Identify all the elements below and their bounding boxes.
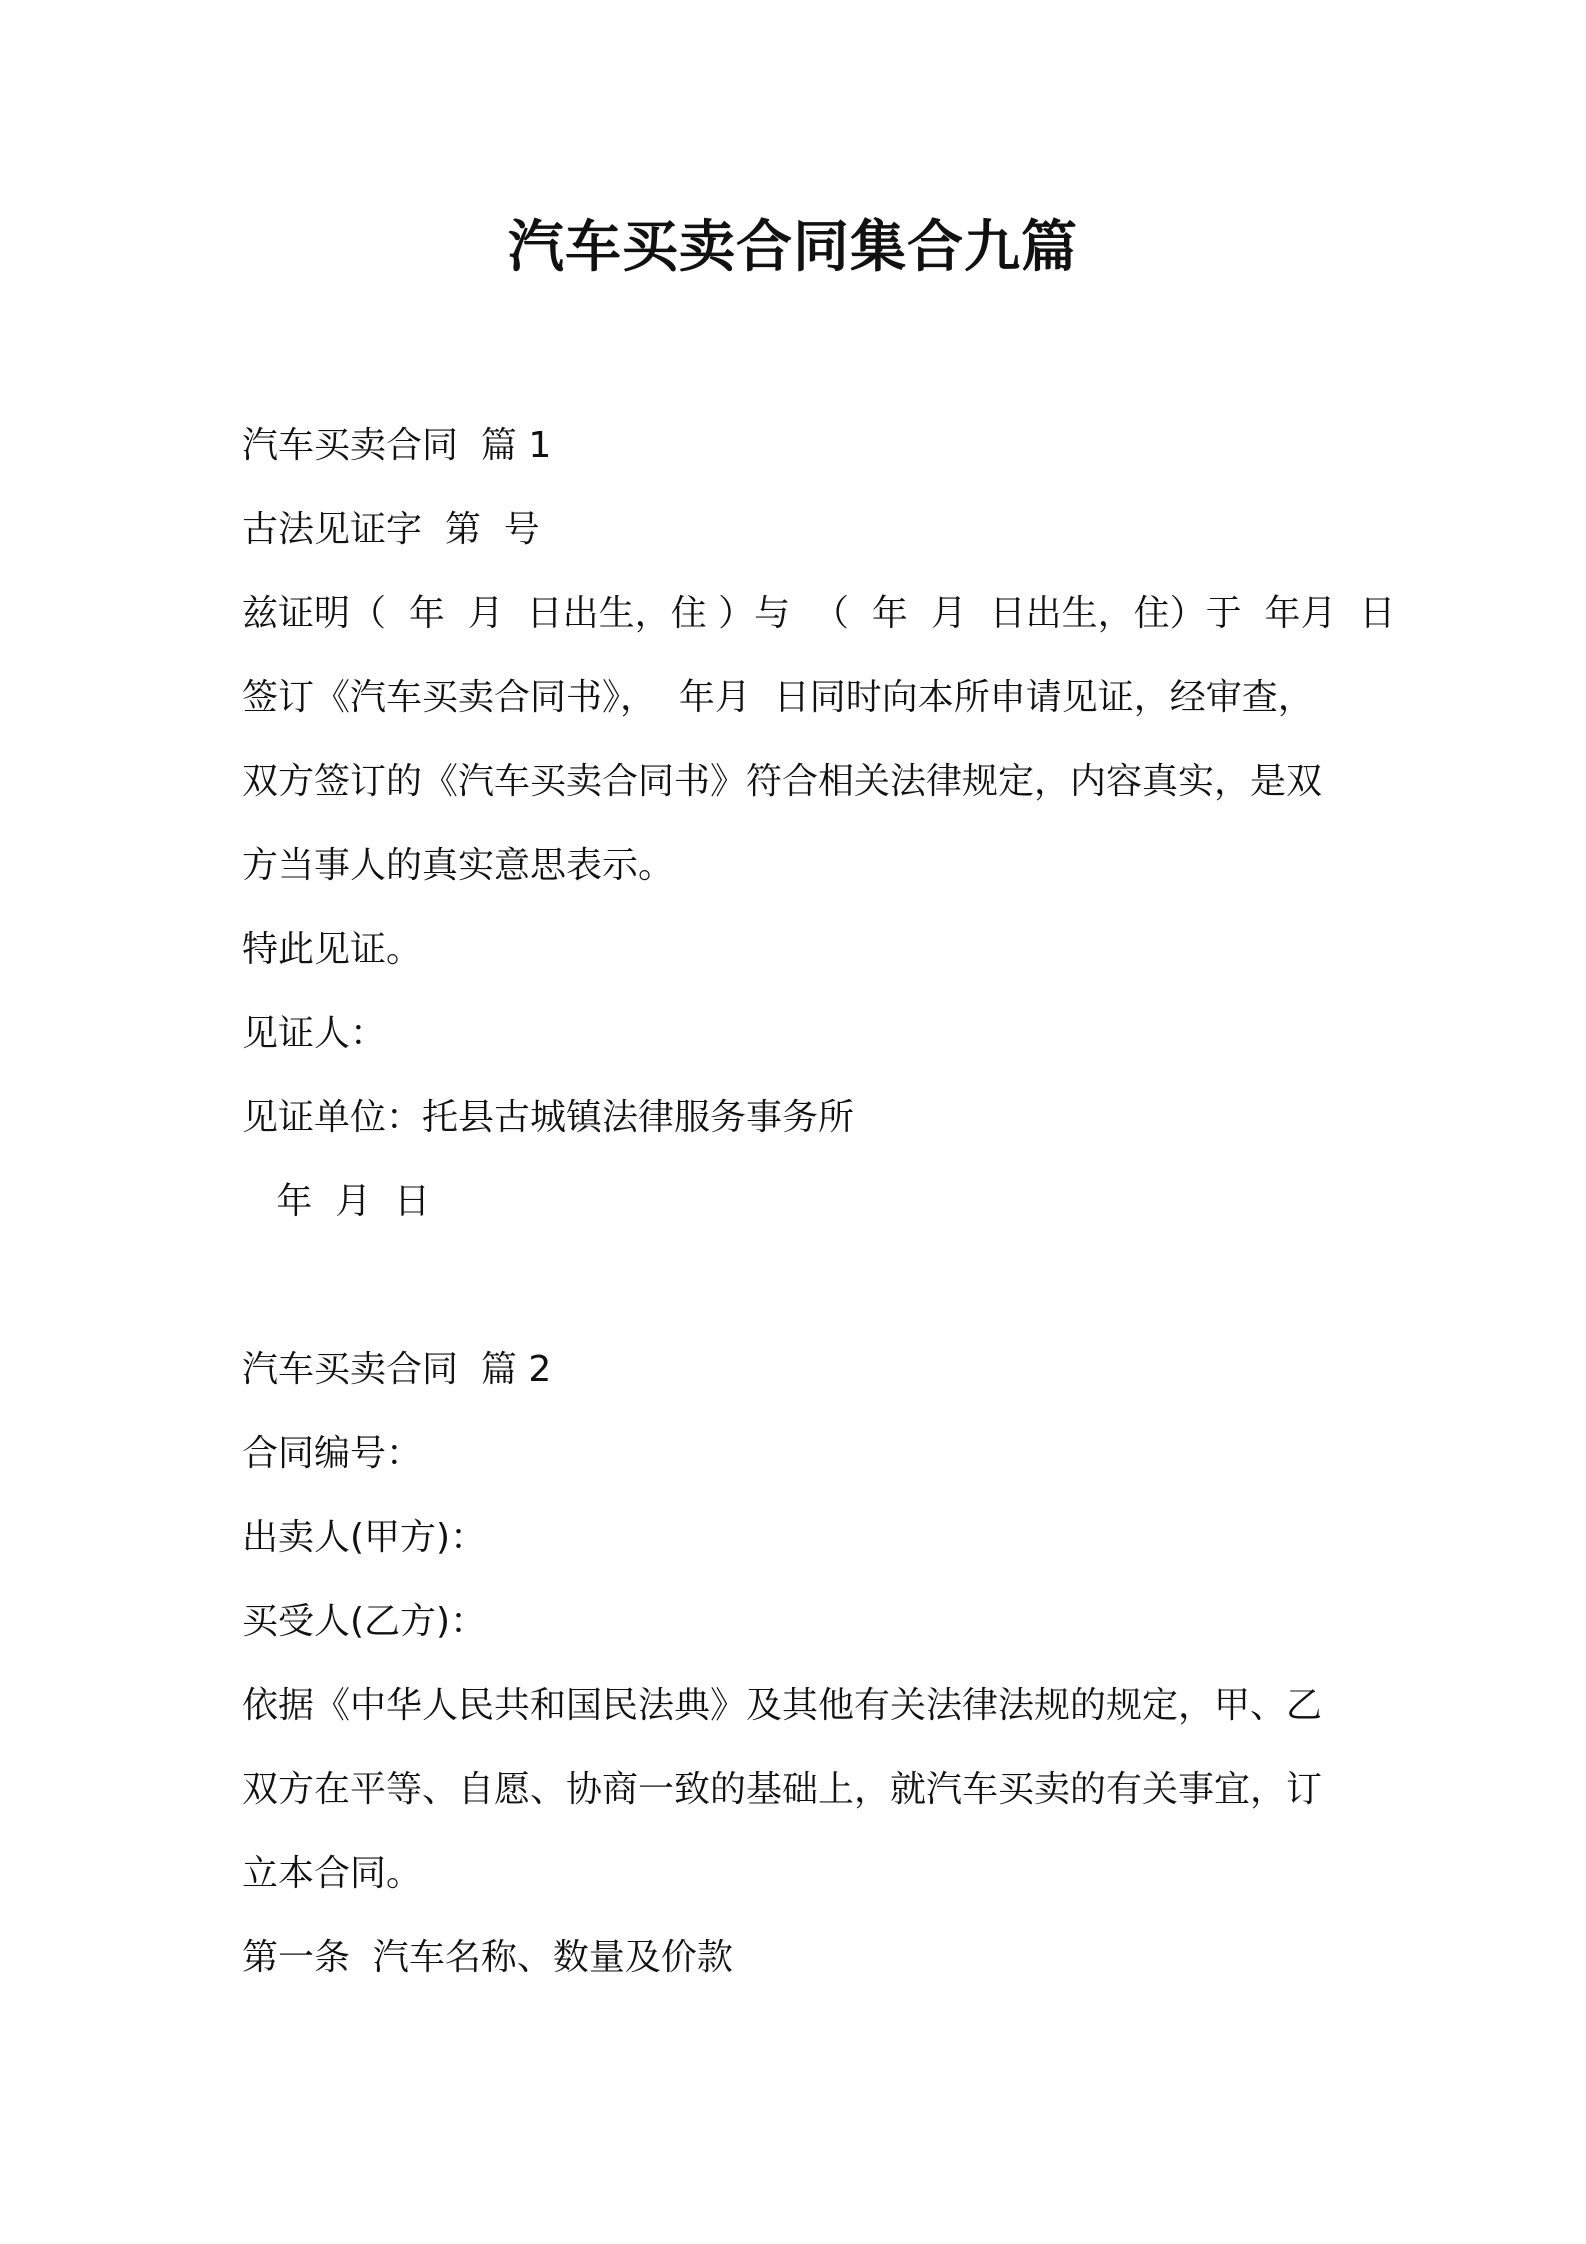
section-spacer bbox=[242, 1244, 1352, 1328]
article-1-heading: 第一条 汽车名称、数量及价款 bbox=[242, 1937, 733, 1978]
paragraph-line: 立本合同。 bbox=[242, 1853, 423, 1894]
seller-party: 出卖人(甲方)： bbox=[242, 1517, 487, 1558]
witness-statement: 特此见证。 bbox=[242, 929, 423, 970]
paragraph-line: 方当事人的真实意思表示。 bbox=[242, 845, 675, 886]
section-1-heading: 汽车买卖合同 篇 1 bbox=[242, 425, 552, 466]
witness-organization: 见证单位：托县古城镇法律服务事务所 bbox=[242, 1097, 855, 1138]
document-body bbox=[242, 404, 1396, 2000]
section-2-heading: 汽车买卖合同 篇 2 bbox=[242, 1349, 552, 1390]
witness-person: 见证人： bbox=[242, 1013, 387, 1054]
paragraph-line: 兹证明（ 年 月 日出生，住 ）与 （ 年 月 日出生，住）于 年月 日 bbox=[242, 593, 1396, 634]
date-line: 年 月 日 bbox=[242, 1181, 431, 1222]
contract-number: 合同编号： bbox=[242, 1433, 423, 1474]
paragraph-line: 依据《中华人民共和国民法典》及其他有关法律法规的规定，甲、乙 bbox=[242, 1685, 1323, 1726]
paragraph-line: 双方签订的《汽车买卖合同书》符合相关法律规定，内容真实，是双 bbox=[242, 761, 1323, 802]
buyer-party: 买受人(乙方)： bbox=[242, 1601, 487, 1642]
paragraph-line: 双方在平等、自愿、协商一致的基础上，就汽车买卖的有关事宜，订 bbox=[242, 1769, 1323, 1810]
document-title: 汽车买卖合同集合九篇 bbox=[508, 215, 1078, 280]
paragraph-line: 签订《汽车买卖合同书》， 年月 日同时向本所申请见证，经审查， bbox=[242, 677, 1314, 718]
witness-number-line: 古法见证字 第 号 bbox=[242, 509, 540, 550]
